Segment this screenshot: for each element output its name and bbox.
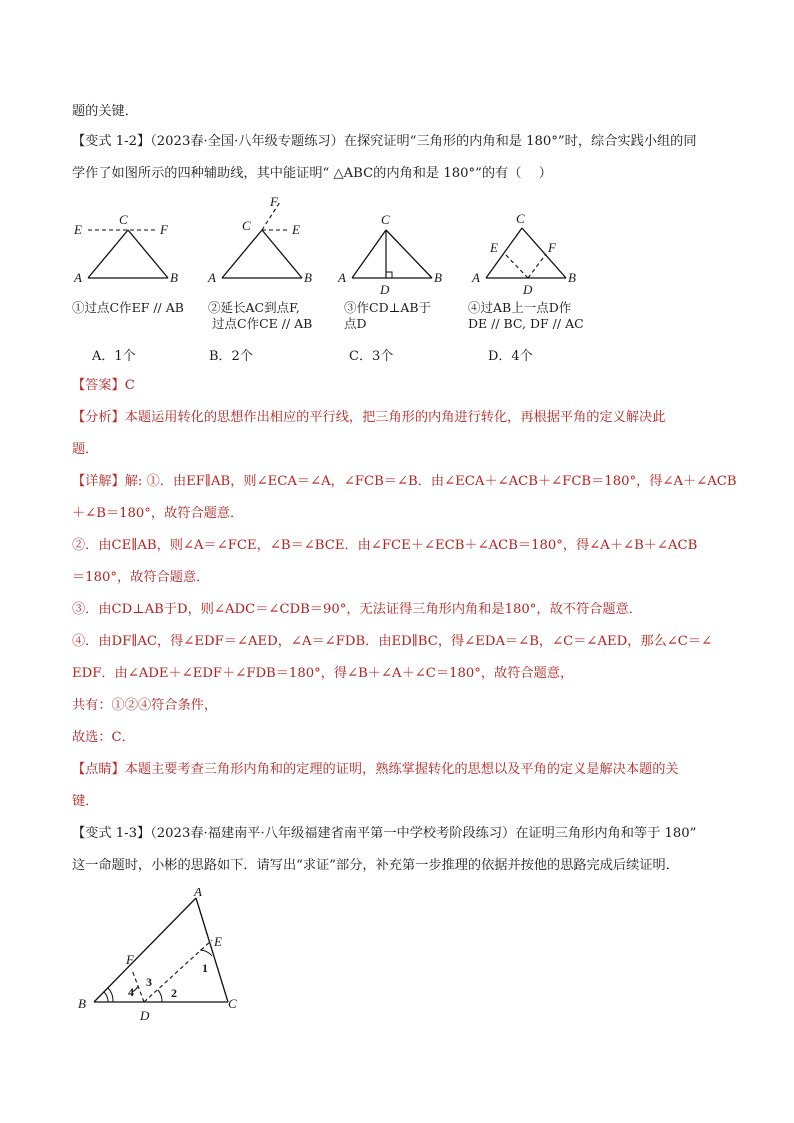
figure-4-caption-line2: DE // BC, DF // AC bbox=[468, 316, 584, 331]
figure-4-parallels-from-d bbox=[470, 206, 590, 298]
label-d: D bbox=[380, 282, 390, 297]
label-f: F bbox=[160, 222, 168, 237]
question-tag: 【变式 1-2】 bbox=[72, 134, 151, 149]
previous-answer-tail: 题的关键． bbox=[72, 104, 138, 119]
question-1-3-line2: 这一命题时，小彬的思路如下．请写出“求证”部分，补充第一步推理的依据并按他的思路完成后续证明． bbox=[72, 858, 679, 873]
detail-line1 bbox=[72, 474, 737, 490]
label-b: B bbox=[78, 996, 86, 1011]
detail-line6: ④．由DF∥AC，得∠EDF＝∠AED，∠A＝∠FDB．由ED∥BC，得∠EDA＝∠B，∠C＝∠AED，那么∠C＝∠ bbox=[72, 634, 713, 649]
question-text: （2023春·福建南平·八年级福建省南平第一中学校考阶段练习）在证明三角形内角和等于 180” bbox=[150, 826, 697, 841]
analysis-line1 bbox=[72, 410, 665, 426]
label-a: A bbox=[338, 270, 346, 285]
figure-2-caption-line2: 过点C作CE // AB bbox=[212, 316, 313, 331]
option-d: D．4个 bbox=[488, 349, 533, 364]
label-c: C bbox=[242, 218, 251, 233]
label-a: A bbox=[74, 270, 82, 285]
detail-text: 解: ①．由EF∥AB，则∠ECA＝∠A，∠FCB＝∠B．由∠ECA＋∠ACB＋∠FCB＝180°，得∠A＋∠ACB bbox=[124, 474, 737, 489]
analysis-line2: 题． bbox=[72, 442, 99, 457]
label-e: E bbox=[214, 934, 222, 949]
label-f: F bbox=[270, 194, 278, 209]
label-b: B bbox=[568, 270, 576, 285]
label-f: F bbox=[548, 240, 556, 255]
option-b: B．2个 bbox=[209, 349, 253, 364]
label-c: C bbox=[228, 996, 237, 1011]
angle-label-1: 1 bbox=[202, 961, 208, 975]
option-c: C．3个 bbox=[349, 349, 394, 364]
label-c: C bbox=[119, 212, 128, 227]
answer-tag: 【答案】 bbox=[72, 378, 125, 393]
label-d: D bbox=[523, 282, 533, 297]
label-a: A bbox=[194, 888, 202, 899]
angle-label-3: 3 bbox=[146, 975, 152, 989]
label-e: E bbox=[74, 222, 82, 237]
question-1-2-line1 bbox=[72, 134, 697, 150]
detail-line7: EDF．由∠ADE＋∠EDF＋∠FDB＝180°，得∠B＋∠A＋∠C＝180°，故符合题意， bbox=[72, 666, 574, 681]
label-f: F bbox=[126, 952, 134, 967]
figure-1-caption: ①过点C作EF // AB bbox=[72, 300, 184, 315]
comment-line2: 键． bbox=[72, 794, 99, 809]
detail-line4: ＝180°，故符合题意． bbox=[72, 570, 210, 585]
comment-text: 本题主要考查三角形内角和的定理的证明，熟练掌握转化的思想以及平角的定义是解决本题的关 bbox=[124, 762, 679, 777]
label-b: B bbox=[304, 270, 312, 285]
label-e: E bbox=[292, 222, 300, 237]
label-c: C bbox=[381, 212, 390, 227]
analysis-tag: 【分析】 bbox=[72, 410, 125, 425]
label-d: D bbox=[140, 1008, 150, 1023]
label-a: A bbox=[472, 270, 480, 285]
detail-line2: ＋∠B＝180°，故符合题意． bbox=[72, 506, 244, 521]
answer-line bbox=[72, 378, 135, 394]
figure-2-extend-ac bbox=[206, 194, 326, 286]
detail-line9: 故选：C． bbox=[72, 730, 135, 745]
figure-3-caption-line1: ③作CD⊥AB于 bbox=[344, 300, 432, 315]
analysis-text: 本题运用转化的思想作出相应的平行线，把三角形的内角进行转化，再根据平角的定义解决此 bbox=[124, 410, 666, 425]
question-1-3-line1 bbox=[72, 826, 696, 842]
detail-tag: 【详解】 bbox=[72, 474, 125, 489]
angle-label-4: 4 bbox=[128, 985, 134, 999]
label-e: E bbox=[490, 240, 498, 255]
figure-3-caption-line2: 点D bbox=[344, 316, 367, 331]
question-tag: 【变式 1-3】 bbox=[72, 826, 151, 841]
figure-3-altitude-cd bbox=[336, 206, 456, 298]
detail-line3: ②．由CE∥AB，则∠A＝∠FCE，∠B＝∠BCE．由∠FCE＋∠ECB＋∠ACB＝180°，得∠A＋∠B＋∠ACB bbox=[72, 538, 698, 553]
figure-5-proof-diagram bbox=[72, 888, 252, 1028]
angle-label-2: 2 bbox=[171, 986, 177, 1000]
label-b: B bbox=[434, 270, 442, 285]
label-b: B bbox=[170, 270, 178, 285]
answer-value: C bbox=[124, 378, 135, 393]
figure-2-caption-line1: ②延长AC到点F, bbox=[208, 300, 300, 315]
detail-line8: 共有：①②④符合条件， bbox=[72, 698, 218, 713]
comment-line1 bbox=[72, 762, 679, 778]
figure-1-parallel-through-c bbox=[72, 206, 192, 286]
option-a: A．1个 bbox=[92, 349, 136, 364]
question-text: （2023春·全国·八年级专题练习）在探究证明“三角形的内角和是 180°”时，综合实践小组的同 bbox=[150, 134, 697, 149]
detail-line5: ③．由CD⊥AB于D，则∠ADC＝∠CDB＝90°，无法证得三角形内角和是180°，故不符合题意． bbox=[72, 602, 642, 617]
comment-tag: 【点睛】 bbox=[72, 762, 125, 777]
label-c: C bbox=[516, 211, 525, 226]
question-1-2-line2: 学作了如图所示的四种辅助线，其中能证明“ △ABC的内角和是 180°”的有（ ） bbox=[72, 166, 552, 181]
label-a: A bbox=[208, 270, 216, 285]
figure-4-caption-line1: ④过AB上一点D作 bbox=[468, 300, 572, 315]
